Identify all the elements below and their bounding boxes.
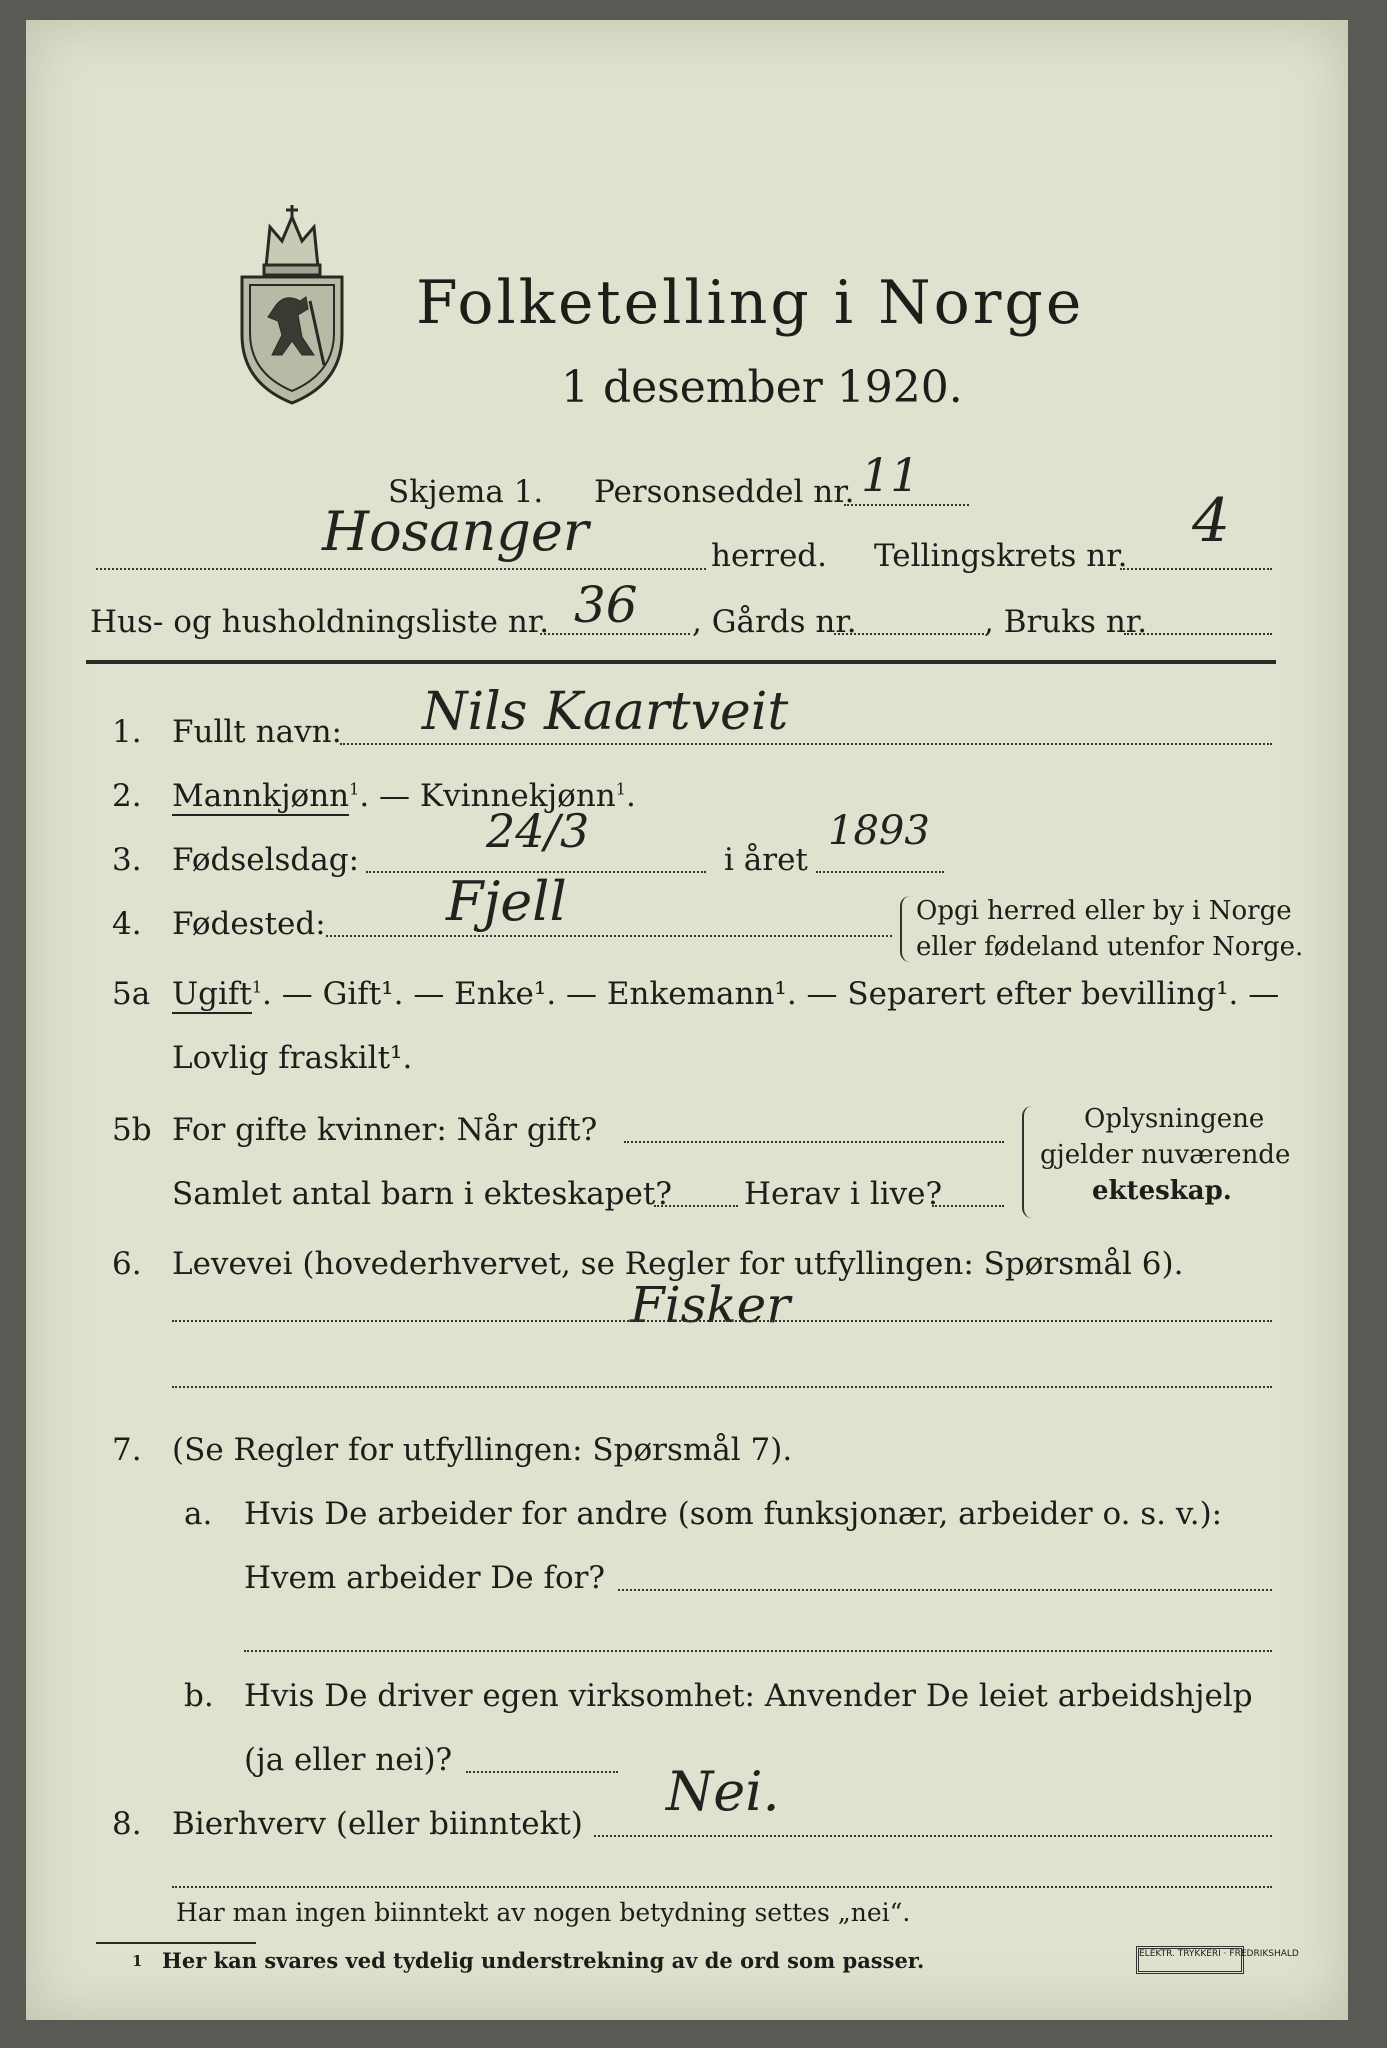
q6-line2 — [172, 1386, 1272, 1388]
q5b-note-line1: Oplysningene — [1084, 1104, 1265, 1134]
q3-number: 3. — [112, 842, 142, 878]
q7a-text: Hvis De arbeider for andre (som funksjonær, arbeider o. s. v.): — [244, 1496, 1223, 1532]
q5b-gift-line — [624, 1141, 1004, 1143]
q5a-ugift-option: Ugift — [172, 976, 252, 1012]
q5b-note-line3: ekteskap. — [1092, 1176, 1232, 1206]
q4-note-line2: eller fødeland utenfor Norge. — [916, 932, 1304, 962]
q7b-line2: (ja eller nei)? — [244, 1742, 453, 1778]
census-form-page — [26, 20, 1348, 2020]
q5b-note-line2: gjelder nuværende — [1040, 1140, 1291, 1170]
q6-value: Fisker — [630, 1276, 791, 1334]
norway-coat-of-arms-icon — [236, 205, 348, 405]
q4-brace — [900, 896, 910, 962]
skjema-label: Skjema 1. — [388, 474, 544, 510]
q5b-line1: For gifte kvinner: Når gift? — [172, 1112, 598, 1148]
q4-note-line1: Opgi herred eller by i Norge — [916, 896, 1292, 926]
q5b-barn-label: Samlet antal barn i ekteskapet? — [172, 1176, 672, 1212]
printer-stamp: ELEKTR. TRYKKERI · FREDRIKSHALD — [1136, 1946, 1244, 1974]
personseddel-label: Personseddel nr. — [594, 474, 855, 510]
q7a-line — [618, 1589, 1272, 1591]
bruks-label: , Bruks nr. — [984, 604, 1148, 640]
q6-line1 — [172, 1320, 1272, 1322]
q8-label: Bierhverv (eller biinntekt) — [172, 1806, 583, 1842]
herred-label: herred. — [711, 538, 827, 574]
q1-value: Nils Kaartveit — [422, 682, 789, 742]
bruks-line — [1124, 633, 1272, 635]
q8-value: Nei. — [666, 1760, 780, 1823]
form-date: 1 desember 1920. — [561, 362, 963, 413]
q4-label: Fødested: — [172, 906, 326, 942]
q2-end: . — [625, 778, 636, 814]
form-title: Folketelling i Norge — [416, 268, 1085, 338]
header-divider — [86, 660, 1276, 664]
tellingskrets-value: 4 — [1192, 486, 1231, 556]
q5a-options: Ugift$^1$. — Gift¹. — Enke¹. — Enkemann¹. — Separert efter bevilling¹. — — [172, 976, 1280, 1012]
q4-value: Fjell — [446, 870, 567, 933]
q5b-live-line — [932, 1205, 1004, 1207]
q3-day-value: 24/3 — [486, 804, 590, 858]
q7b-text: Hvis De driver egen virksomhet: Anvender De leiet arbeidshjelp — [244, 1678, 1253, 1714]
husholdningsliste-label: Hus- og husholdningsliste nr. — [90, 604, 550, 640]
q5b-brace — [1022, 1106, 1032, 1218]
footnote-number: 1 — [132, 1952, 143, 1970]
q8-line-extra — [172, 1886, 1272, 1888]
footnote-rule — [96, 1942, 256, 1944]
q3-year-line — [816, 871, 944, 873]
q8-line — [594, 1835, 1272, 1837]
q3-label: Fødselsdag: — [172, 842, 360, 878]
q6-number: 6. — [112, 1246, 142, 1282]
q7a-line2: Hvem arbeider De for? — [244, 1560, 606, 1596]
footnote-text: Her kan svares ved tydelig understrekning av de ord som passer. — [162, 1948, 925, 1973]
q3-year-value: 1893 — [828, 808, 930, 854]
q4-number: 4. — [112, 906, 142, 942]
q5b-number: 5b — [112, 1112, 152, 1148]
q6-label: Levevei (hovederhvervet, se Regler for utfyllingen: Spørsmål 6). — [172, 1246, 1184, 1282]
q1-line — [340, 743, 1272, 745]
gards-label: , Gårds nr. — [692, 604, 857, 640]
q2-kvinne-option: Kvinnekjønn — [419, 778, 616, 814]
personseddel-line — [844, 504, 969, 506]
tellingskrets-label: Tellingskrets nr. — [874, 538, 1128, 574]
q5a-number: 5a — [112, 976, 151, 1012]
q4-line — [326, 935, 892, 937]
q2-separator: . — — [359, 778, 420, 814]
q3-year-label: i året — [724, 842, 808, 878]
biinntekt-note: Har man ingen biinntekt av nogen betydning settes „nei“. — [176, 1898, 911, 1927]
q1-number: 1. — [112, 714, 142, 750]
q8-number: 8. — [112, 1806, 142, 1842]
gards-line — [834, 633, 984, 635]
q5b-live-label: Herav i live? — [744, 1176, 943, 1212]
q2-options: Mannkjønn$^1$. — Kvinnekjønn$^1$. — [172, 778, 636, 814]
q7b-line — [466, 1771, 618, 1773]
q2-number: 2. — [112, 778, 142, 814]
q7-label: (Se Regler for utfyllingen: Spørsmål 7). — [172, 1432, 793, 1468]
herred-line — [96, 568, 706, 570]
q2-mann-option: Mannkjønn — [172, 778, 350, 814]
herred-value: Hosanger — [322, 500, 589, 563]
q7a-line-extra — [244, 1650, 1272, 1652]
q7b-letter: b. — [184, 1678, 214, 1714]
q5b-barn-line — [654, 1205, 738, 1207]
husholdningsliste-value: 36 — [574, 576, 638, 634]
q7a-letter: a. — [184, 1496, 213, 1532]
personseddel-value: 11 — [861, 448, 920, 502]
q1-label: Fullt navn: — [172, 714, 342, 750]
tellingskrets-line — [1120, 568, 1272, 570]
q5a-line2: Lovlig fraskilt¹. — [172, 1040, 413, 1076]
q5a-other-options: . — Gift¹. — Enke¹. — Enkemann¹. — Separert efter bevilling¹. — — [262, 976, 1280, 1012]
q7-number: 7. — [112, 1432, 142, 1468]
